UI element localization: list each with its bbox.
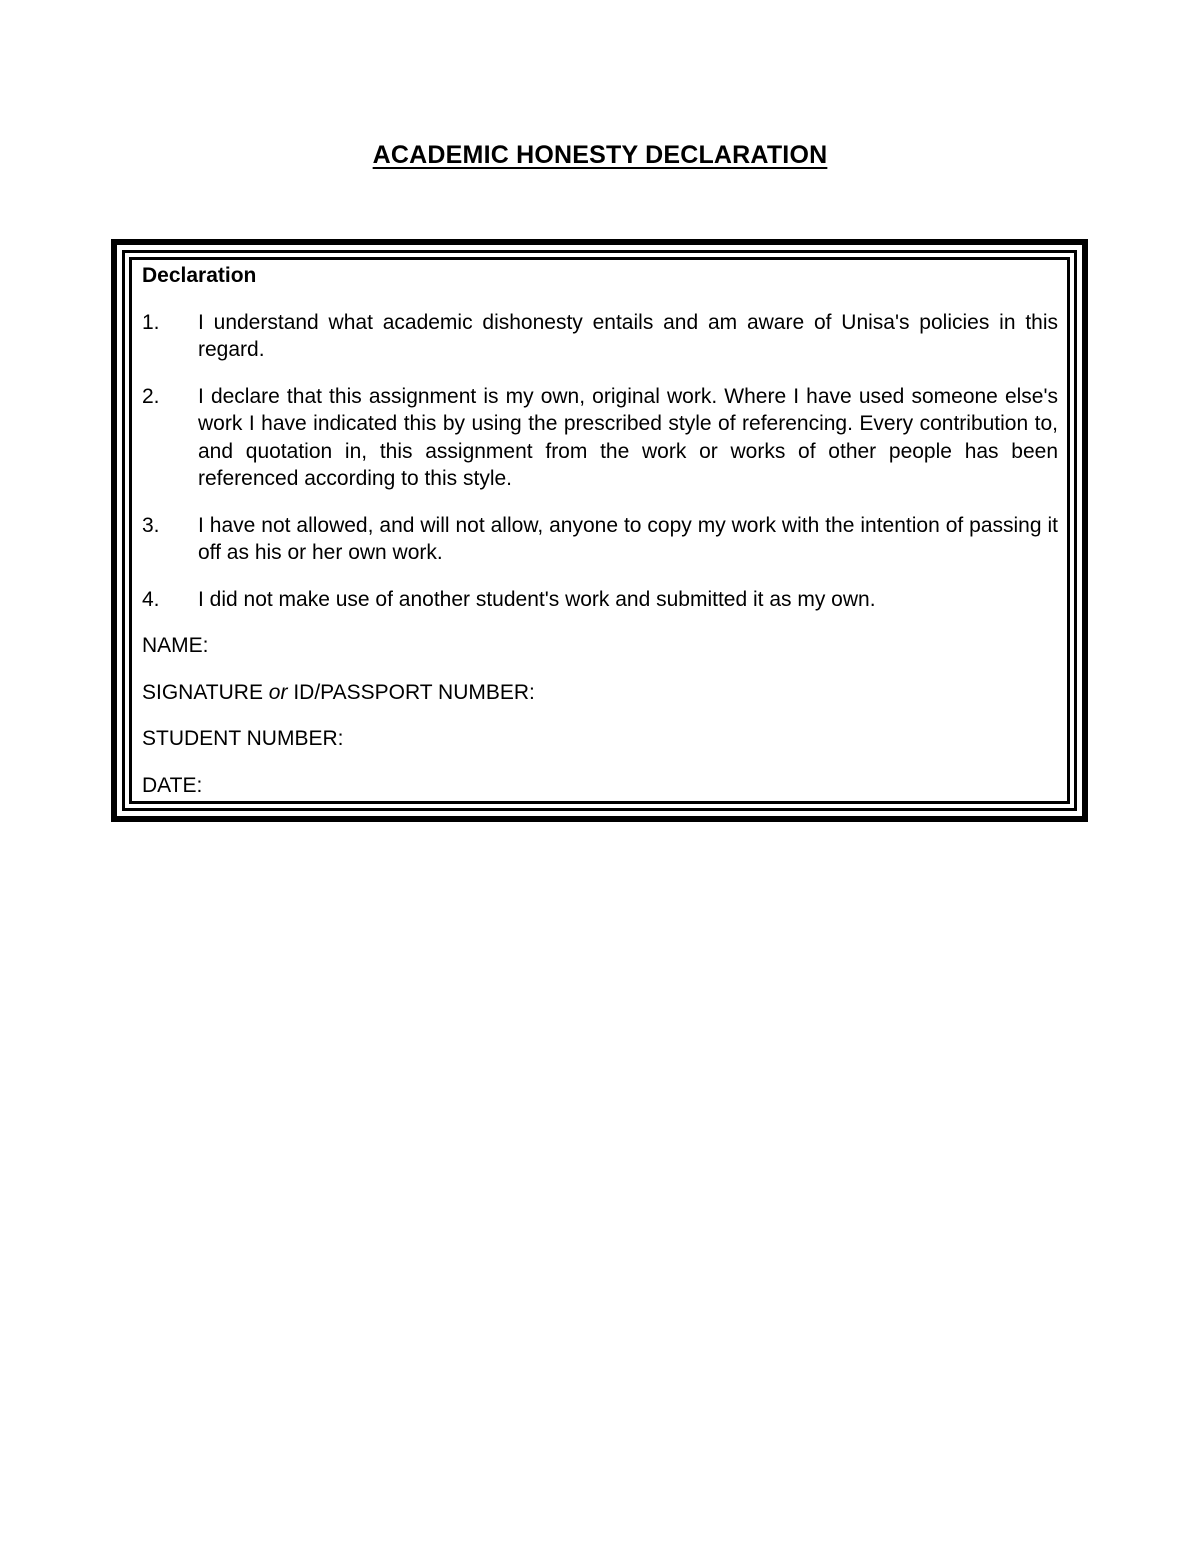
signature-field-label [142, 679, 1058, 707]
declaration-item-2 [142, 383, 1058, 493]
declaration-heading: Declaration [142, 264, 257, 287]
signature-label-part1: SIGNATURE [142, 680, 269, 704]
item-number: 4. [142, 587, 160, 611]
item-text: I declare that this assignment is my own, original work. Where I have used someone else's work I have indicated this by using the prescribed style of referencing. Every contribution to, and quotation in, this assignment from the work or works of other people has been referenced according to this style. [198, 384, 1058, 490]
declaration-item-3 [142, 512, 1058, 567]
item-number: 2. [142, 384, 160, 408]
page-title: ACADEMIC HONESTY DECLARATION [372, 141, 828, 169]
signature-label-part2: ID/PASSPORT NUMBER: [287, 680, 535, 704]
name-field-label: NAME: [142, 634, 209, 657]
item-text: I understand what academic dishonesty entails and am aware of Unisa's policies in this regard. [198, 310, 1058, 361]
student-number-field-label: STUDENT NUMBER: [142, 727, 344, 750]
signature-label-or: or [268, 680, 288, 704]
declaration-item-4 [142, 586, 1058, 614]
date-field-label: DATE: [142, 773, 203, 797]
item-text: I have not allowed, and will not allow, anyone to copy my work with the intention of passing it off as his or her own work. [198, 513, 1058, 564]
declaration-item-1 [142, 309, 1058, 364]
item-text: I did not make use of another student's work and submitted it as my own. [198, 587, 876, 611]
item-number: 3. [142, 513, 160, 537]
declaration-content [142, 262, 1058, 799]
item-number: 1. [142, 310, 160, 334]
